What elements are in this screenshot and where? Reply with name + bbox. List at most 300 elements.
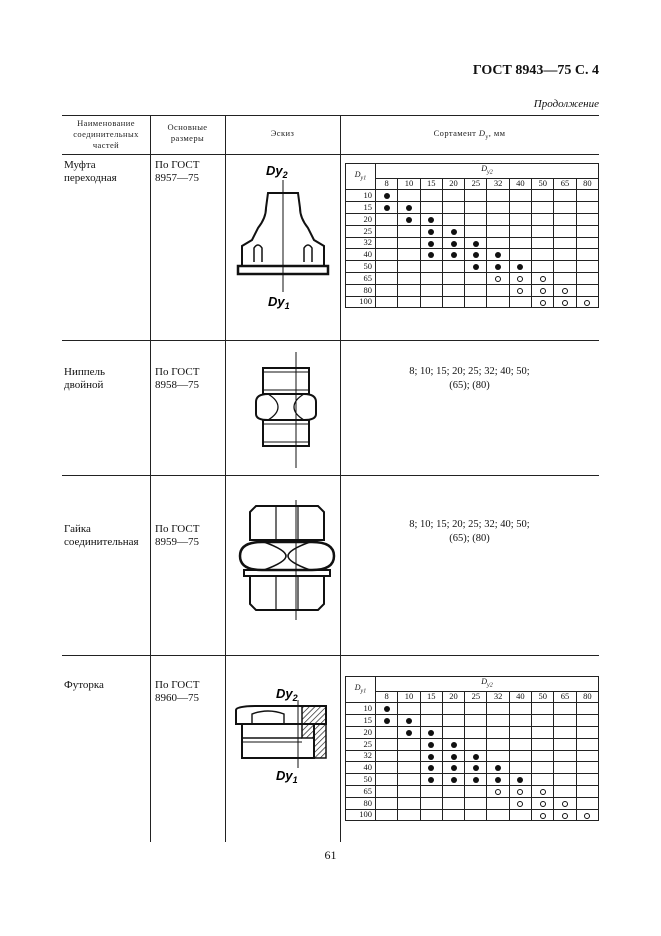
grid-cell xyxy=(576,750,598,762)
grid-cell xyxy=(576,762,598,774)
grid-cell xyxy=(509,249,531,261)
grid-column-header: 65 xyxy=(554,691,576,703)
grid-corner-label: $D_{y1}$ xyxy=(346,677,376,703)
grid-column-header: 65 xyxy=(554,178,576,190)
grid-cell xyxy=(398,774,420,786)
grid-cell xyxy=(376,249,398,261)
open-circle-mark xyxy=(562,813,568,819)
grid-cell xyxy=(532,202,554,214)
grid-cell xyxy=(554,261,576,273)
filled-dot-mark xyxy=(451,777,457,783)
table-header-rule xyxy=(62,154,599,155)
grid-cell xyxy=(554,809,576,821)
filled-dot-mark xyxy=(384,718,390,724)
filled-dot-mark xyxy=(451,252,457,258)
grid-cell xyxy=(554,738,576,750)
grid-cell xyxy=(442,296,464,308)
grid-cell xyxy=(532,261,554,273)
row-2-name: Ниппель двойной xyxy=(64,366,105,391)
grid-column-header: 20 xyxy=(442,691,464,703)
sketch-1-label-top: $Dy_2$ xyxy=(266,163,288,180)
grid-cell xyxy=(442,715,464,727)
grid-cell xyxy=(376,213,398,225)
grid-column-header: 20 xyxy=(442,178,464,190)
grid-cell xyxy=(532,703,554,715)
grid-cell xyxy=(442,225,464,237)
grid-cell xyxy=(442,190,464,202)
filled-dot-mark xyxy=(473,777,479,783)
grid-cell xyxy=(554,296,576,308)
open-circle-mark xyxy=(517,288,523,294)
sketch-bushing xyxy=(228,680,338,790)
grid-cell xyxy=(465,726,487,738)
grid-cell xyxy=(442,703,464,715)
row-1-name: Муфта переходная xyxy=(64,159,117,184)
grid-cell xyxy=(554,750,576,762)
grid-cell xyxy=(420,296,442,308)
grid-column-header: 8 xyxy=(376,691,398,703)
grid-row-header: 65 xyxy=(346,785,376,797)
grid-cell xyxy=(442,261,464,273)
grid-cell xyxy=(398,213,420,225)
grid-cell xyxy=(376,190,398,202)
grid-cell xyxy=(398,190,420,202)
grid-cell xyxy=(576,785,598,797)
grid-cell xyxy=(420,249,442,261)
grid-cell xyxy=(576,261,598,273)
grid-cell xyxy=(554,213,576,225)
filled-dot-mark xyxy=(451,765,457,771)
filled-dot-mark xyxy=(473,241,479,247)
grid-cell xyxy=(576,715,598,727)
grid-column-header: 40 xyxy=(509,178,531,190)
assortment-grid-bushing xyxy=(345,676,599,821)
filled-dot-mark xyxy=(473,252,479,258)
grid-cell xyxy=(465,202,487,214)
grid-cell xyxy=(376,750,398,762)
row-3-name: Гайка соединительная xyxy=(64,523,139,548)
grid-cell xyxy=(487,284,509,296)
grid-column-header: 15 xyxy=(420,691,442,703)
grid-cell xyxy=(398,797,420,809)
grid-cell xyxy=(487,213,509,225)
grid-cell xyxy=(576,809,598,821)
grid-cell xyxy=(465,296,487,308)
grid-cell xyxy=(487,750,509,762)
grid-cell xyxy=(576,202,598,214)
sketch-4-label-bottom: $Dy_1$ xyxy=(276,768,298,785)
sketch-double-nipple xyxy=(238,350,328,470)
grid-cell xyxy=(376,284,398,296)
open-circle-mark xyxy=(540,801,546,807)
grid-cell xyxy=(420,715,442,727)
grid-cell xyxy=(420,774,442,786)
grid-cell xyxy=(487,703,509,715)
open-circle-mark xyxy=(495,789,501,795)
filled-dot-mark xyxy=(473,765,479,771)
open-circle-mark xyxy=(540,300,546,306)
grid-cell xyxy=(532,190,554,202)
grid-cell xyxy=(376,774,398,786)
grid-cell xyxy=(554,703,576,715)
column-header-assortment: Сортамент $D_у$, мм xyxy=(433,128,506,141)
grid-cell xyxy=(532,249,554,261)
page-number: 61 xyxy=(324,848,337,862)
grid-cell xyxy=(376,296,398,308)
grid-row-header: 50 xyxy=(346,261,376,273)
grid-cell xyxy=(398,261,420,273)
grid-top-label: $D_{y2}$ xyxy=(376,164,599,179)
grid-cell xyxy=(554,726,576,738)
open-circle-mark xyxy=(517,789,523,795)
filled-dot-mark xyxy=(428,730,434,736)
grid-cell xyxy=(554,797,576,809)
row-3-assortment: 8; 10; 15; 20; 25; 32; 40; 50; (65); (80) xyxy=(409,519,530,544)
grid-cell xyxy=(442,726,464,738)
grid-cell xyxy=(509,762,531,774)
row-divider-3 xyxy=(62,655,599,656)
grid-cell xyxy=(509,225,531,237)
grid-cell xyxy=(376,261,398,273)
grid-row-header: 65 xyxy=(346,272,376,284)
column-header-name: Наименование соединительных частей xyxy=(73,118,139,150)
row-3-standard: По ГОСТ 8959—75 xyxy=(155,523,200,548)
open-circle-mark xyxy=(517,276,523,282)
grid-cell xyxy=(532,284,554,296)
column-header-sketch: Эскиз xyxy=(270,128,295,138)
filled-dot-mark xyxy=(406,730,412,736)
grid-row-header: 32 xyxy=(346,750,376,762)
grid-cell xyxy=(554,785,576,797)
grid-top-label: $D_{y2}$ xyxy=(376,677,599,692)
grid-column-header: 80 xyxy=(576,691,598,703)
grid-cell xyxy=(442,809,464,821)
grid-cell xyxy=(532,272,554,284)
grid-cell xyxy=(509,190,531,202)
grid-cell xyxy=(465,797,487,809)
grid-cell xyxy=(554,237,576,249)
grid-cell xyxy=(465,213,487,225)
grid-cell xyxy=(442,785,464,797)
filled-dot-mark xyxy=(428,229,434,235)
grid-cell xyxy=(465,762,487,774)
grid-cell xyxy=(420,202,442,214)
grid-cell xyxy=(442,213,464,225)
grid-cell xyxy=(465,750,487,762)
grid-cell xyxy=(509,797,531,809)
grid-cell xyxy=(442,249,464,261)
grid-cell xyxy=(398,202,420,214)
grid-cell xyxy=(420,797,442,809)
grid-cell xyxy=(465,703,487,715)
grid-cell xyxy=(398,750,420,762)
grid-cell xyxy=(442,774,464,786)
open-circle-mark xyxy=(562,801,568,807)
grid-column-header: 25 xyxy=(465,178,487,190)
grid-cell xyxy=(465,284,487,296)
grid-column-header: 50 xyxy=(532,691,554,703)
row-divider-1 xyxy=(62,340,599,341)
grid-cell xyxy=(376,762,398,774)
grid-row-header: 32 xyxy=(346,237,376,249)
grid-cell xyxy=(465,261,487,273)
grid-row-header: 40 xyxy=(346,249,376,261)
grid-cell xyxy=(554,774,576,786)
grid-cell xyxy=(420,762,442,774)
grid-row-header: 10 xyxy=(346,703,376,715)
grid-cell xyxy=(509,272,531,284)
grid-cell xyxy=(554,272,576,284)
grid-cell xyxy=(576,213,598,225)
grid-cell xyxy=(420,213,442,225)
grid-cell xyxy=(398,762,420,774)
grid-cell xyxy=(532,726,554,738)
grid-row-header: 10 xyxy=(346,190,376,202)
grid-cell xyxy=(420,284,442,296)
grid-cell xyxy=(487,237,509,249)
row-2-assortment: 8; 10; 15; 20; 25; 32; 40; 50; (65); (80) xyxy=(409,366,530,391)
grid-cell xyxy=(465,785,487,797)
sketch-union-nut xyxy=(236,500,336,620)
grid-cell xyxy=(509,202,531,214)
grid-cell xyxy=(487,774,509,786)
grid-cell xyxy=(487,797,509,809)
filled-dot-mark xyxy=(495,765,501,771)
grid-cell xyxy=(420,261,442,273)
filled-dot-mark xyxy=(517,777,523,783)
grid-cell xyxy=(465,774,487,786)
grid-cell xyxy=(576,738,598,750)
grid-cell xyxy=(420,225,442,237)
grid-cell xyxy=(420,785,442,797)
grid-cell xyxy=(554,225,576,237)
grid-cell xyxy=(487,272,509,284)
grid-cell xyxy=(532,785,554,797)
grid-row-header: 50 xyxy=(346,774,376,786)
grid-cell xyxy=(420,272,442,284)
grid-cell xyxy=(465,715,487,727)
grid-cell xyxy=(576,703,598,715)
grid-cell xyxy=(554,762,576,774)
grid-cell xyxy=(398,272,420,284)
grid-cell xyxy=(509,296,531,308)
grid-cell xyxy=(398,809,420,821)
grid-cell xyxy=(509,284,531,296)
grid-cell xyxy=(398,715,420,727)
grid-cell xyxy=(487,296,509,308)
open-circle-mark xyxy=(540,276,546,282)
open-circle-mark xyxy=(562,288,568,294)
filled-dot-mark xyxy=(495,252,501,258)
grid-cell xyxy=(398,237,420,249)
grid-cell xyxy=(509,809,531,821)
grid-cell xyxy=(576,272,598,284)
grid-cell xyxy=(576,249,598,261)
open-circle-mark xyxy=(495,276,501,282)
grid-cell xyxy=(487,785,509,797)
grid-cell xyxy=(420,738,442,750)
grid-cell xyxy=(420,190,442,202)
grid-row-header: 20 xyxy=(346,726,376,738)
grid-cell xyxy=(509,715,531,727)
column-divider-2 xyxy=(225,115,226,842)
grid-cell xyxy=(465,809,487,821)
grid-cell xyxy=(576,774,598,786)
grid-cell xyxy=(376,237,398,249)
grid-cell xyxy=(376,715,398,727)
grid-cell xyxy=(532,225,554,237)
grid-cell xyxy=(532,296,554,308)
grid-cell xyxy=(442,284,464,296)
filled-dot-mark xyxy=(517,264,523,270)
filled-dot-mark xyxy=(451,229,457,235)
grid-cell xyxy=(487,738,509,750)
grid-row-header: 25 xyxy=(346,738,376,750)
grid-cell xyxy=(554,715,576,727)
column-divider-1 xyxy=(150,115,151,842)
grid-cell xyxy=(465,190,487,202)
grid-cell xyxy=(465,249,487,261)
grid-cell xyxy=(465,237,487,249)
filled-dot-mark xyxy=(428,252,434,258)
grid-cell xyxy=(376,202,398,214)
grid-cell xyxy=(398,738,420,750)
sketch-reducing-coupling xyxy=(228,158,338,318)
grid-cell xyxy=(576,284,598,296)
grid-cell xyxy=(442,272,464,284)
grid-cell xyxy=(420,750,442,762)
filled-dot-mark xyxy=(406,205,412,211)
grid-cell xyxy=(532,738,554,750)
filled-dot-mark xyxy=(451,754,457,760)
grid-column-header: 10 xyxy=(398,691,420,703)
assortment-grid-coupling xyxy=(345,163,599,308)
continuation-label: Продолжение xyxy=(533,98,599,110)
grid-cell xyxy=(509,738,531,750)
grid-cell xyxy=(376,797,398,809)
grid-cell xyxy=(576,237,598,249)
grid-cell xyxy=(509,703,531,715)
open-circle-mark xyxy=(540,789,546,795)
grid-cell xyxy=(576,296,598,308)
grid-cell xyxy=(442,738,464,750)
grid-row-header: 15 xyxy=(346,202,376,214)
grid-cell xyxy=(398,785,420,797)
grid-cell xyxy=(442,237,464,249)
grid-cell xyxy=(509,237,531,249)
column-divider-3 xyxy=(340,115,341,842)
grid-cell xyxy=(576,797,598,809)
grid-cell xyxy=(442,750,464,762)
open-circle-mark xyxy=(584,300,590,306)
open-circle-mark xyxy=(540,813,546,819)
filled-dot-mark xyxy=(428,742,434,748)
grid-cell xyxy=(554,249,576,261)
grid-cell xyxy=(398,225,420,237)
grid-cell xyxy=(487,190,509,202)
grid-column-header: 25 xyxy=(465,691,487,703)
filled-dot-mark xyxy=(428,765,434,771)
filled-dot-mark xyxy=(451,241,457,247)
grid-cell xyxy=(442,762,464,774)
grid-cell xyxy=(487,762,509,774)
grid-cell xyxy=(376,703,398,715)
filled-dot-mark xyxy=(406,718,412,724)
grid-cell xyxy=(532,213,554,225)
grid-cell xyxy=(554,190,576,202)
open-circle-mark xyxy=(540,288,546,294)
grid-cell xyxy=(554,284,576,296)
grid-cell xyxy=(398,726,420,738)
grid-cell xyxy=(376,726,398,738)
grid-cell xyxy=(376,225,398,237)
grid-cell xyxy=(532,237,554,249)
grid-cell xyxy=(532,809,554,821)
grid-column-header: 32 xyxy=(487,691,509,703)
grid-row-header: 20 xyxy=(346,213,376,225)
filled-dot-mark xyxy=(428,217,434,223)
row-divider-2 xyxy=(62,475,599,476)
grid-column-header: 10 xyxy=(398,178,420,190)
grid-cell xyxy=(509,774,531,786)
grid-cell xyxy=(487,225,509,237)
row-1-standard: По ГОСТ 8957—75 xyxy=(155,159,200,184)
grid-row-header: 80 xyxy=(346,284,376,296)
table-top-rule xyxy=(62,115,599,116)
row-2-standard: По ГОСТ 8958—75 xyxy=(155,366,200,391)
grid-cell xyxy=(532,774,554,786)
filled-dot-mark xyxy=(428,241,434,247)
grid-cell xyxy=(487,249,509,261)
grid-column-header: 32 xyxy=(487,178,509,190)
grid-cell xyxy=(509,261,531,273)
grid-cell xyxy=(532,762,554,774)
filled-dot-mark xyxy=(406,217,412,223)
row-4-name: Футорка xyxy=(64,679,104,691)
grid-cell xyxy=(465,738,487,750)
grid-column-header: 15 xyxy=(420,178,442,190)
grid-column-header: 40 xyxy=(509,691,531,703)
grid-row-header: 100 xyxy=(346,296,376,308)
sketch-4-label-top: $Dy_2$ xyxy=(276,686,298,703)
grid-cell xyxy=(487,715,509,727)
grid-cell xyxy=(442,202,464,214)
grid-cell xyxy=(554,202,576,214)
grid-cell xyxy=(487,809,509,821)
grid-cell xyxy=(509,726,531,738)
grid-cell xyxy=(420,726,442,738)
filled-dot-mark xyxy=(473,264,479,270)
grid-cell xyxy=(465,225,487,237)
open-circle-mark xyxy=(584,813,590,819)
grid-cell xyxy=(420,809,442,821)
open-circle-mark xyxy=(517,801,523,807)
grid-corner-label: $D_{y1}$ xyxy=(346,164,376,190)
filled-dot-mark xyxy=(495,264,501,270)
grid-cell xyxy=(532,750,554,762)
grid-column-header: 8 xyxy=(376,178,398,190)
filled-dot-mark xyxy=(384,706,390,712)
sketch-1-label-bottom: $Dy_1$ xyxy=(268,294,290,311)
grid-cell xyxy=(376,738,398,750)
grid-cell xyxy=(487,261,509,273)
grid-cell xyxy=(487,202,509,214)
filled-dot-mark xyxy=(384,205,390,211)
grid-cell xyxy=(420,703,442,715)
grid-cell xyxy=(398,296,420,308)
grid-cell xyxy=(576,726,598,738)
open-circle-mark xyxy=(562,300,568,306)
